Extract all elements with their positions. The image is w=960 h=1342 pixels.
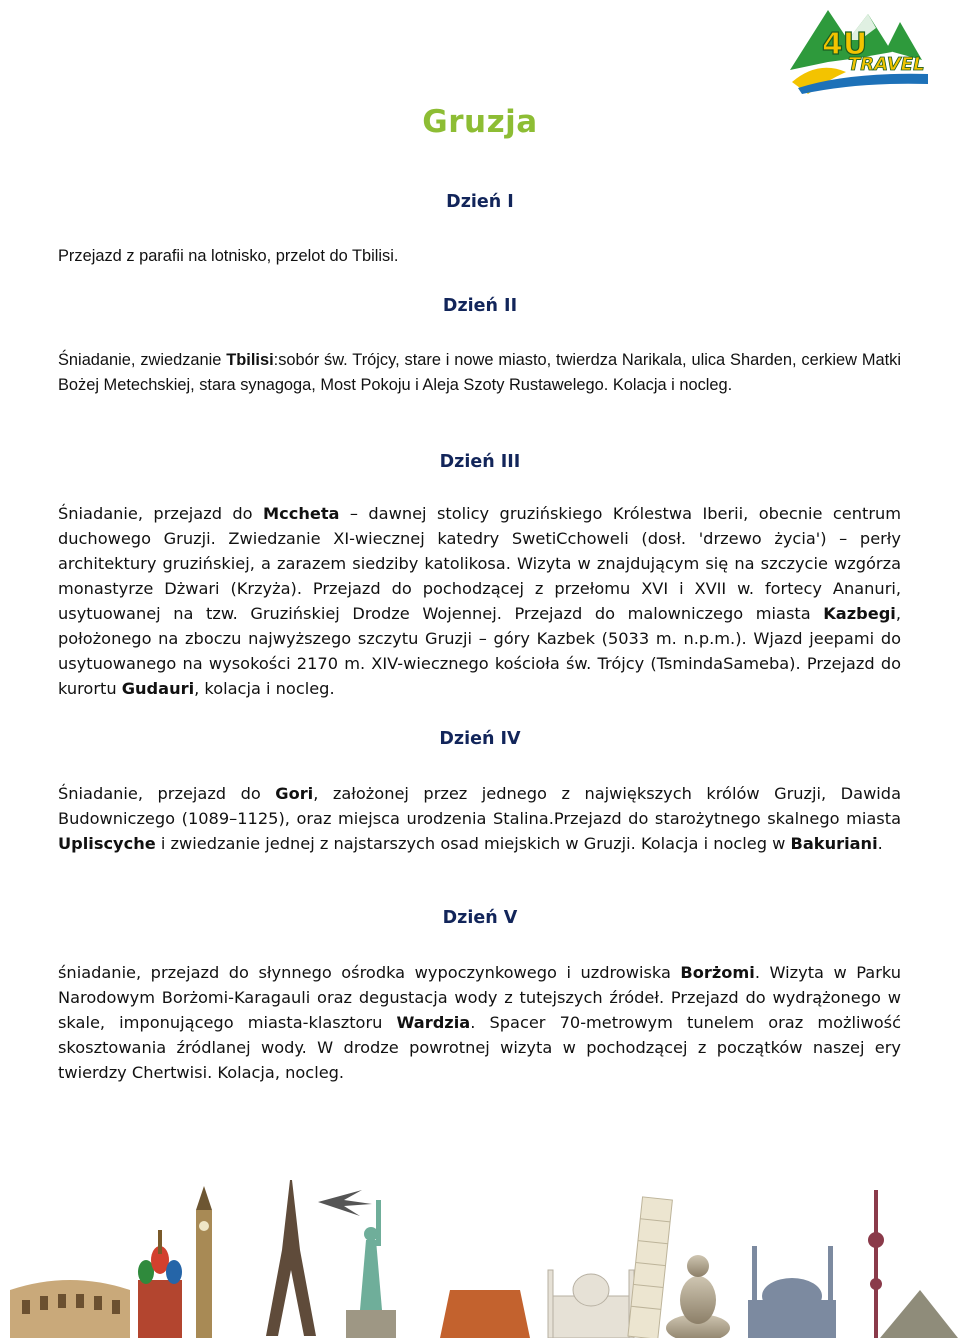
statue-of-liberty-icon xyxy=(346,1200,396,1338)
eiffel-tower-icon xyxy=(266,1180,316,1336)
day-2-text xyxy=(58,348,901,398)
tv-tower-icon xyxy=(868,1190,884,1338)
text-run: :sobór św. Trójcy, stare i nowe miasto, twierdza Narikala, ulica Sharden, cerkiew Matki Bożej Metechskiej, stara synagoga, Most Pokoju i Aleja Szoty Rustawelego. Kolacja i nocleg. xyxy=(58,351,901,394)
place-name: Borżomi xyxy=(680,963,755,982)
text-run: – dawnej stolicy gruzińskiego Królestwa Iberii, obecnie centrum duchowego Gruzji. Zwiedzanie XI-wiecznej katedry SwetiCchoweli (dosł. 'drzewo życia') – perły architektury gruzińskiej, a zarazem siedziby katolikosa. Wizyta w znajdującym się na szczycie wzgórza monastyrze Dżwari (Krzyża). Przejazd do pochodzącej z przełomu XVI i XVII w. fortecy Ananuri, usytuowanej na tzw. Gruzińskiej Drodze Wojennej. Przejazd do malowniczego miasta xyxy=(58,504,902,623)
day-4-heading: Dzień IV xyxy=(439,729,521,749)
airplane-icon xyxy=(318,1190,372,1216)
text-run: , kolacja i nocleg. xyxy=(194,679,335,698)
text-run: . Spacer 70-metrowym tunelem oraz możliwość skosztowania źródlanej wody. W drodze powrotnej wizyta w pochodzącej z początków naszej ery twierdzy Chertwisi. Kolacja, nocleg. xyxy=(58,1013,901,1082)
place-name: Gudauri xyxy=(121,679,195,698)
day-5-heading: Dzień V xyxy=(442,908,518,928)
pyramid-icon xyxy=(880,1290,958,1338)
logo-number: 4U xyxy=(822,27,868,62)
st-basil-icon xyxy=(138,1230,182,1338)
text-run: i zwiedzanie jednej z najstarszych osad miejskich w Gruzji. Kolacja i nocleg w xyxy=(155,834,791,853)
text-run: Śniadanie, zwiedzanie xyxy=(58,351,227,369)
place-name: Kazbegi xyxy=(823,604,896,623)
text-run: . xyxy=(877,834,883,853)
text-run: . Wizyta w Parku Narodowym Borżomi-Karagauli oraz degustacja wody z tutejszych źródeł. Przejazd do wydrążonego w skale, imponującego miasta-klasztoru xyxy=(58,963,901,1032)
page-title: Gruzja xyxy=(422,104,538,140)
text-run: Śniadanie, przejazd do xyxy=(58,504,264,523)
place-name: Upliscyche xyxy=(58,834,156,853)
leaning-tower-icon xyxy=(628,1197,672,1338)
day-2-heading: Dzień II xyxy=(442,296,518,316)
day-3-heading: Dzień III xyxy=(439,452,521,472)
day-1-text xyxy=(58,244,901,269)
logo-text: TRAVEL xyxy=(848,54,925,75)
day-5-text xyxy=(58,960,901,1085)
place-name: Wardzia xyxy=(396,1013,471,1032)
text-run: , założonej przez jednego z największych królów Gruzji, Dawida Budowniczego (1089–1125), oraz miejsca urodzenia Stalina.Przejazd do starożytnego skalnego miasta xyxy=(58,784,901,828)
place-name: Tbilisi xyxy=(226,351,274,369)
place-name: Gori xyxy=(275,784,314,803)
brand-logo xyxy=(788,0,936,96)
rock-formation-icon xyxy=(440,1290,530,1338)
day-1-heading: Dzień I xyxy=(446,192,514,212)
buddha-icon xyxy=(666,1255,730,1338)
big-ben-icon xyxy=(196,1186,212,1338)
landmarks-illustration xyxy=(0,1150,960,1338)
taj-mahal-icon xyxy=(548,1270,634,1338)
text-run: Przejazd z parafii na lotnisko, przelot do Tbilisi. xyxy=(58,247,399,265)
place-name: Bakuriani xyxy=(790,834,878,853)
mosque-icon xyxy=(748,1246,836,1338)
text-run: Śniadanie, przejazd do xyxy=(58,784,276,803)
place-name: Mccheta xyxy=(263,504,340,523)
text-run: , położonego na zboczu najwyższego szczytu Gruzji – góry Kazbek (5033 m. n.p.m.). Wjazd jeepami do usytuowanego na wysokości 2170 m. XIV-wiecznego kościoła św. Trójcy (TsmindaSameba). Przejazd do kurortu xyxy=(58,604,901,698)
day-4-text xyxy=(58,781,901,856)
text-run: śniadanie, przejazd do słynnego ośrodka wypoczynkowego i uzdrowiska xyxy=(58,963,681,982)
day-3-text xyxy=(58,501,901,701)
